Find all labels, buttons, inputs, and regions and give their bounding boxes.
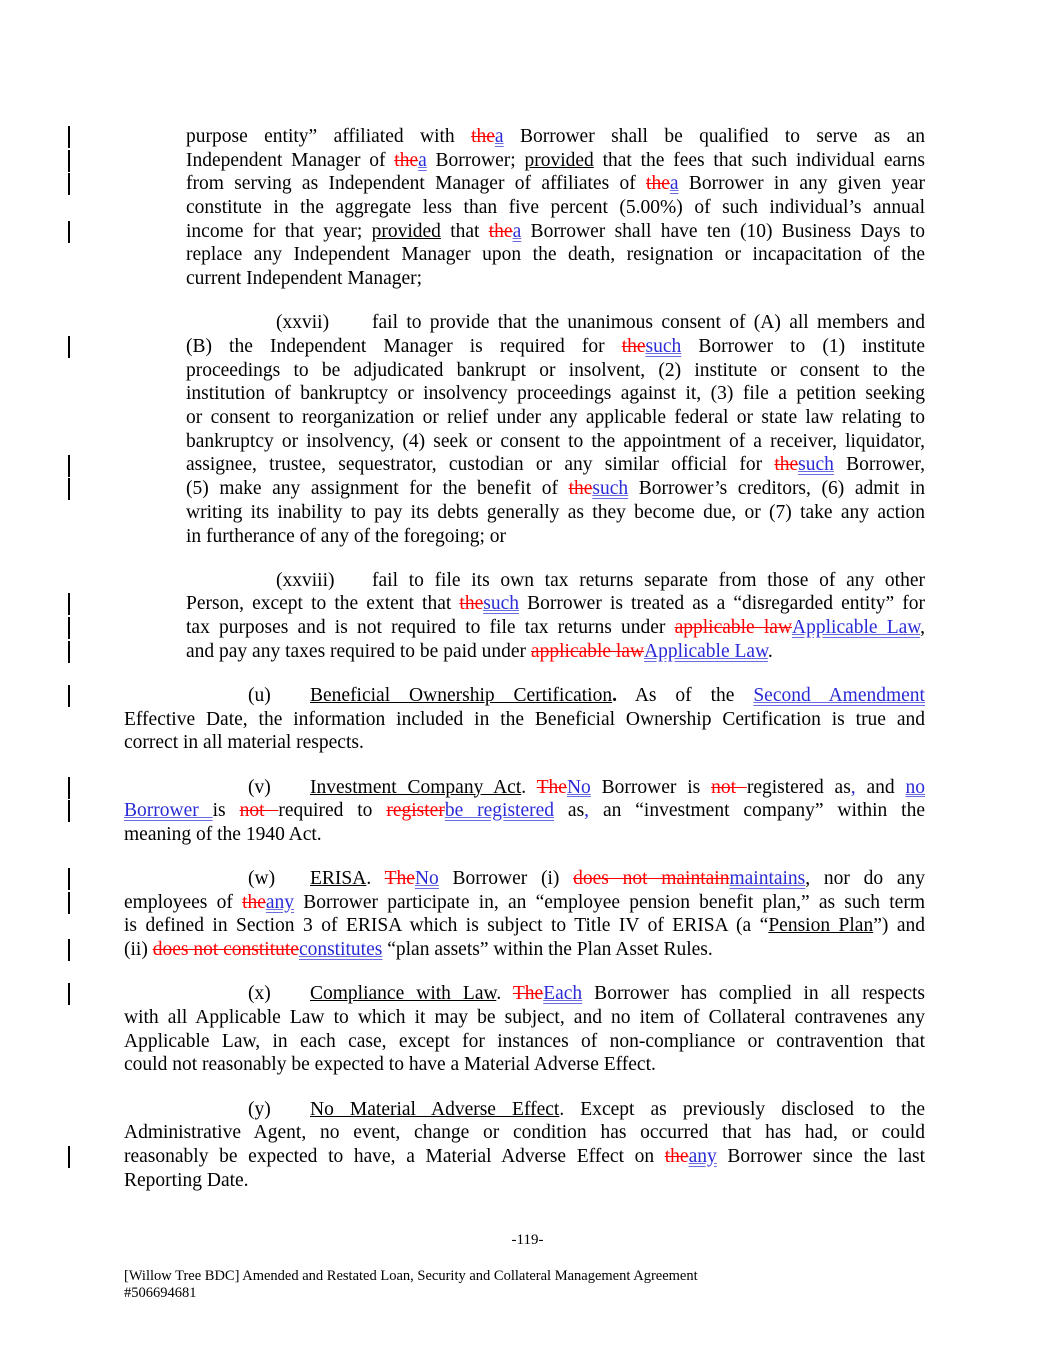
- text-run: Applicable Law, in each case, except for instances of non-compliance or contravention that: [124, 1030, 925, 1052]
- text-line: [186, 359, 925, 383]
- text-run: from serving as Independent Manager of affiliates of: [186, 173, 647, 195]
- inserted-text: be registered: [444, 800, 555, 822]
- document-body: [0, 125, 1055, 1213]
- paragraph: [0, 569, 1055, 664]
- text-run: employees of: [124, 891, 243, 913]
- text-line: [186, 196, 925, 220]
- text-run: Borrower in any given year: [678, 173, 925, 195]
- text-run: and: [855, 776, 906, 798]
- text-run: proceedings to be adjudicated bankrupt or insolvent, (2) institute or consent to the: [186, 359, 925, 381]
- text-run: Person, except to the extent that: [186, 593, 460, 615]
- text-line: [186, 592, 925, 616]
- text-run: constitute in the aggregate less than five percent (5.00%) of such individual’s annual: [186, 197, 925, 219]
- text-run: registered as: [746, 776, 851, 798]
- text-run: Borrower has complied in all respects: [582, 983, 925, 1005]
- text-line: [186, 525, 925, 549]
- deleted-text: applicable law: [530, 640, 645, 662]
- text-run: .: [767, 640, 773, 662]
- inserted-text: such: [483, 593, 519, 615]
- section-label: (y): [248, 1098, 271, 1120]
- paragraph: [0, 776, 1055, 847]
- paragraph: [0, 1098, 1055, 1193]
- inserted-text: such: [798, 454, 834, 476]
- text-run: with all Applicable Law to which it may be subject, and no item of Collateral contravenes any: [124, 1007, 925, 1028]
- change-bar: [68, 173, 70, 195]
- text-run: an “investment company” within the: [589, 800, 925, 822]
- text-line: [186, 616, 925, 640]
- inserted-text: ,: [584, 800, 590, 822]
- text-line: [124, 1006, 925, 1030]
- underlined-heading: No Material Adverse Effect: [310, 1098, 560, 1120]
- inserted-text: a: [512, 220, 522, 242]
- text-line: [124, 914, 925, 938]
- text-run: tax purposes and is not required to file tax returns under: [186, 617, 675, 639]
- text-line: [124, 1121, 925, 1145]
- text-line: [186, 335, 925, 359]
- deleted-text: the: [242, 891, 266, 913]
- footer: [124, 1268, 698, 1302]
- inserted-text: No: [414, 868, 439, 890]
- text-run: .: [521, 776, 537, 798]
- text-line: [186, 430, 925, 454]
- deleted-text: the: [459, 593, 484, 615]
- text-run: institution of bankruptcy or insolvency proceedings against it, (3) file a petition seeking: [186, 383, 925, 405]
- text-run: Independent Manager of: [186, 149, 395, 171]
- text-run: Borrower,: [833, 454, 925, 476]
- text-run: (5) make any assignment for the benefit of: [186, 478, 569, 500]
- text-run: .: [496, 983, 513, 1005]
- section-label: (w): [248, 868, 276, 890]
- inserted-text: Borrower: [124, 800, 213, 822]
- footer-doc-id: #506694681: [124, 1285, 197, 1301]
- text-run: “plan assets” within the Plan Asset Rules.: [382, 939, 713, 961]
- section-label: (xxvii): [276, 312, 330, 334]
- text-run: Borrower since the last: [716, 1145, 925, 1167]
- text-line: [248, 867, 925, 891]
- deleted-text: does not maintain: [573, 868, 730, 890]
- deleted-text: does not constitute: [152, 939, 299, 961]
- deleted-text: not: [711, 776, 747, 798]
- text-run: could not reasonably be expected to have a Material Adverse Effect.: [124, 1054, 656, 1076]
- text-run: Borrower;: [426, 149, 525, 171]
- deleted-text: the: [568, 478, 593, 500]
- inserted-text: no: [905, 776, 926, 798]
- change-bar: [68, 455, 70, 477]
- text-line: [186, 172, 925, 196]
- inserted-text: any: [688, 1145, 717, 1167]
- footer-title: [Willow Tree BDC] Amended and Restated Loan, Security and Collateral Management Agreement: [124, 1268, 698, 1284]
- text-run: correct in all material respects.: [124, 732, 364, 754]
- change-bar: [68, 983, 70, 1005]
- text-line: [124, 1030, 925, 1054]
- underlined-heading: provided: [524, 149, 594, 171]
- inserted-text: No: [566, 776, 591, 798]
- inserted-text: ,: [850, 776, 856, 798]
- change-bar: [68, 126, 70, 148]
- bold-text: .: [612, 684, 617, 706]
- text-line: [186, 243, 925, 267]
- change-bar: [68, 800, 70, 822]
- text-run: Borrower is: [590, 776, 712, 798]
- deleted-text: not: [239, 800, 279, 822]
- deleted-text: the: [621, 336, 646, 357]
- text-line: [186, 453, 925, 477]
- inserted-text: constitutes: [298, 939, 383, 961]
- text-run: reasonably be expected to have, a Material Adverse Effect on: [124, 1145, 665, 1167]
- text-run: Administrative Agent, no event, change or condition has occurred that has had, or could: [124, 1122, 925, 1144]
- inserted-text: maintains: [729, 868, 806, 890]
- text-run: .: [366, 868, 385, 890]
- inserted-text: a: [669, 173, 679, 195]
- underlined-heading: Compliance with Law: [310, 983, 497, 1005]
- change-bar: [68, 777, 70, 799]
- text-run: Borrower (i): [438, 868, 574, 890]
- underlined-heading: ERISA: [310, 868, 367, 890]
- change-bar: [68, 892, 70, 914]
- text-line: [124, 1169, 925, 1193]
- underlined-heading: Investment Company Act: [310, 776, 522, 798]
- text-run: (B) the Independent Manager is required for: [186, 336, 622, 357]
- text-line: [248, 1098, 925, 1122]
- change-bar: [68, 478, 70, 500]
- text-run: and pay any taxes required to be paid under: [186, 640, 531, 662]
- deleted-text: The: [512, 983, 544, 1005]
- text-run: bankruptcy or insolvency, (4) seek or consent to the appointment of a receiver, liquidator,: [186, 430, 925, 452]
- deleted-text: the: [471, 126, 495, 147]
- text-run: purpose entity” affiliated with: [186, 126, 472, 147]
- inserted-text: a: [418, 149, 427, 171]
- text-run: or consent to reorganization or relief under any applicable federal or state law relating to: [186, 407, 925, 429]
- inserted-text: such: [592, 478, 629, 500]
- section-label: (xxviii): [276, 569, 335, 591]
- text-line: [124, 1053, 925, 1077]
- change-bar: [68, 221, 70, 243]
- section-label: (u): [248, 684, 271, 706]
- change-bar: [68, 641, 70, 663]
- text-run: assignee, trustee, sequestrator, custodian or any similar official for: [186, 454, 775, 476]
- text-line: [124, 938, 925, 962]
- text-run: fail to file its own tax returns separate from those of any other: [372, 569, 925, 591]
- text-run: As of the: [616, 684, 754, 706]
- change-bar: [68, 868, 70, 890]
- section-label: (x): [248, 983, 271, 1005]
- change-bar: [68, 1146, 70, 1168]
- text-line: [124, 708, 925, 732]
- text-line: [186, 640, 925, 664]
- text-run: that: [440, 220, 489, 242]
- deleted-text: the: [394, 149, 419, 171]
- underlined-heading: Pension Plan: [768, 915, 874, 937]
- text-run: that the fees that such individual earns: [593, 149, 925, 171]
- text-line: [248, 982, 925, 1006]
- page-number: -119-: [511, 1232, 544, 1248]
- text-run: current Independent Manager;: [186, 268, 423, 290]
- deleted-text: the: [664, 1145, 689, 1167]
- change-bar: [68, 685, 70, 707]
- text-run: replace any Independent Manager upon the death, resignation or incapacitation of the: [186, 244, 925, 266]
- paragraph: [0, 982, 1055, 1077]
- text-run: . Except as previously disclosed to the: [559, 1098, 925, 1120]
- text-line: [186, 149, 925, 173]
- text-run: is defined in Section 3 of ERISA which is subject to Title IV of ERISA (a “: [124, 915, 769, 937]
- text-line: [124, 891, 925, 915]
- paragraph: [0, 867, 1055, 962]
- text-run: ,: [920, 617, 926, 639]
- text-run: writing its inability to pay its debts generally as they become due, or (7) take any action: [186, 501, 925, 523]
- text-run: meaning of the 1940 Act.: [124, 823, 322, 845]
- text-run: is: [212, 800, 240, 822]
- deleted-text: the: [774, 454, 799, 476]
- deleted-text: the: [488, 220, 513, 242]
- text-line: [276, 311, 925, 335]
- text-line: [124, 731, 925, 755]
- text-line: [186, 267, 925, 291]
- text-line: [186, 125, 925, 149]
- change-bar: [68, 939, 70, 961]
- section-label: (v): [248, 776, 271, 798]
- text-run: Borrower’s creditors, (6) admit in: [628, 478, 925, 500]
- text-run: Borrower to (1) institute: [681, 336, 926, 357]
- text-run: required to: [278, 800, 387, 822]
- text-run: (ii): [124, 939, 153, 961]
- deleted-text: The: [536, 776, 567, 798]
- inserted-text: Each: [543, 983, 583, 1005]
- text-line: [186, 477, 925, 501]
- text-line: [186, 382, 925, 406]
- deleted-text: register: [386, 800, 445, 822]
- text-run: , nor do any: [805, 868, 925, 890]
- text-run: income for that year;: [186, 220, 372, 242]
- text-line: [248, 776, 926, 800]
- inserted-text: such: [645, 336, 682, 357]
- text-run: Reporting Date.: [124, 1169, 249, 1191]
- text-line: [124, 799, 925, 823]
- paragraph: [0, 125, 1055, 291]
- change-bar: [68, 150, 70, 172]
- text-run: ”) and: [873, 915, 925, 937]
- text-run: in furtherance of any of the foregoing; or: [186, 525, 506, 547]
- underlined-heading: Beneficial Ownership Certification: [310, 684, 613, 706]
- text-line: [186, 220, 925, 244]
- text-line: [124, 1145, 925, 1169]
- text-line: [124, 823, 925, 847]
- text-line: [248, 684, 925, 708]
- inserted-text: a: [494, 126, 504, 147]
- text-run: fail to provide that the unanimous consent of (A) all members and: [372, 312, 925, 334]
- text-run: as: [554, 800, 585, 822]
- inserted-text: Applicable Law: [644, 640, 768, 662]
- inserted-text: Second Amendment: [753, 684, 925, 706]
- deleted-text: the: [646, 173, 670, 195]
- text-run: Borrower shall have ten (10) Business Days to: [521, 220, 925, 242]
- paragraph: [0, 684, 1055, 755]
- inserted-text: any: [265, 891, 295, 913]
- text-line: [276, 569, 925, 593]
- text-line: [186, 501, 925, 525]
- text-run: Effective Date, the information included in the Beneficial Ownership Certification is true and: [124, 708, 925, 730]
- text-line: [186, 406, 925, 430]
- text-run: Borrower is treated as a “disregarded entity” for: [518, 593, 925, 615]
- change-bar: [68, 617, 70, 639]
- change-bar: [68, 336, 70, 358]
- paragraph: [0, 311, 1055, 548]
- text-run: Borrower participate in, an “employee pension benefit plan,” as such term: [294, 891, 925, 913]
- text-run: Borrower shall be qualified to serve as an: [503, 126, 925, 147]
- deleted-text: applicable law: [674, 617, 793, 639]
- deleted-text: The: [384, 868, 415, 890]
- inserted-text: Applicable Law: [792, 617, 921, 639]
- change-bar: [68, 593, 70, 615]
- underlined-heading: provided: [371, 220, 441, 242]
